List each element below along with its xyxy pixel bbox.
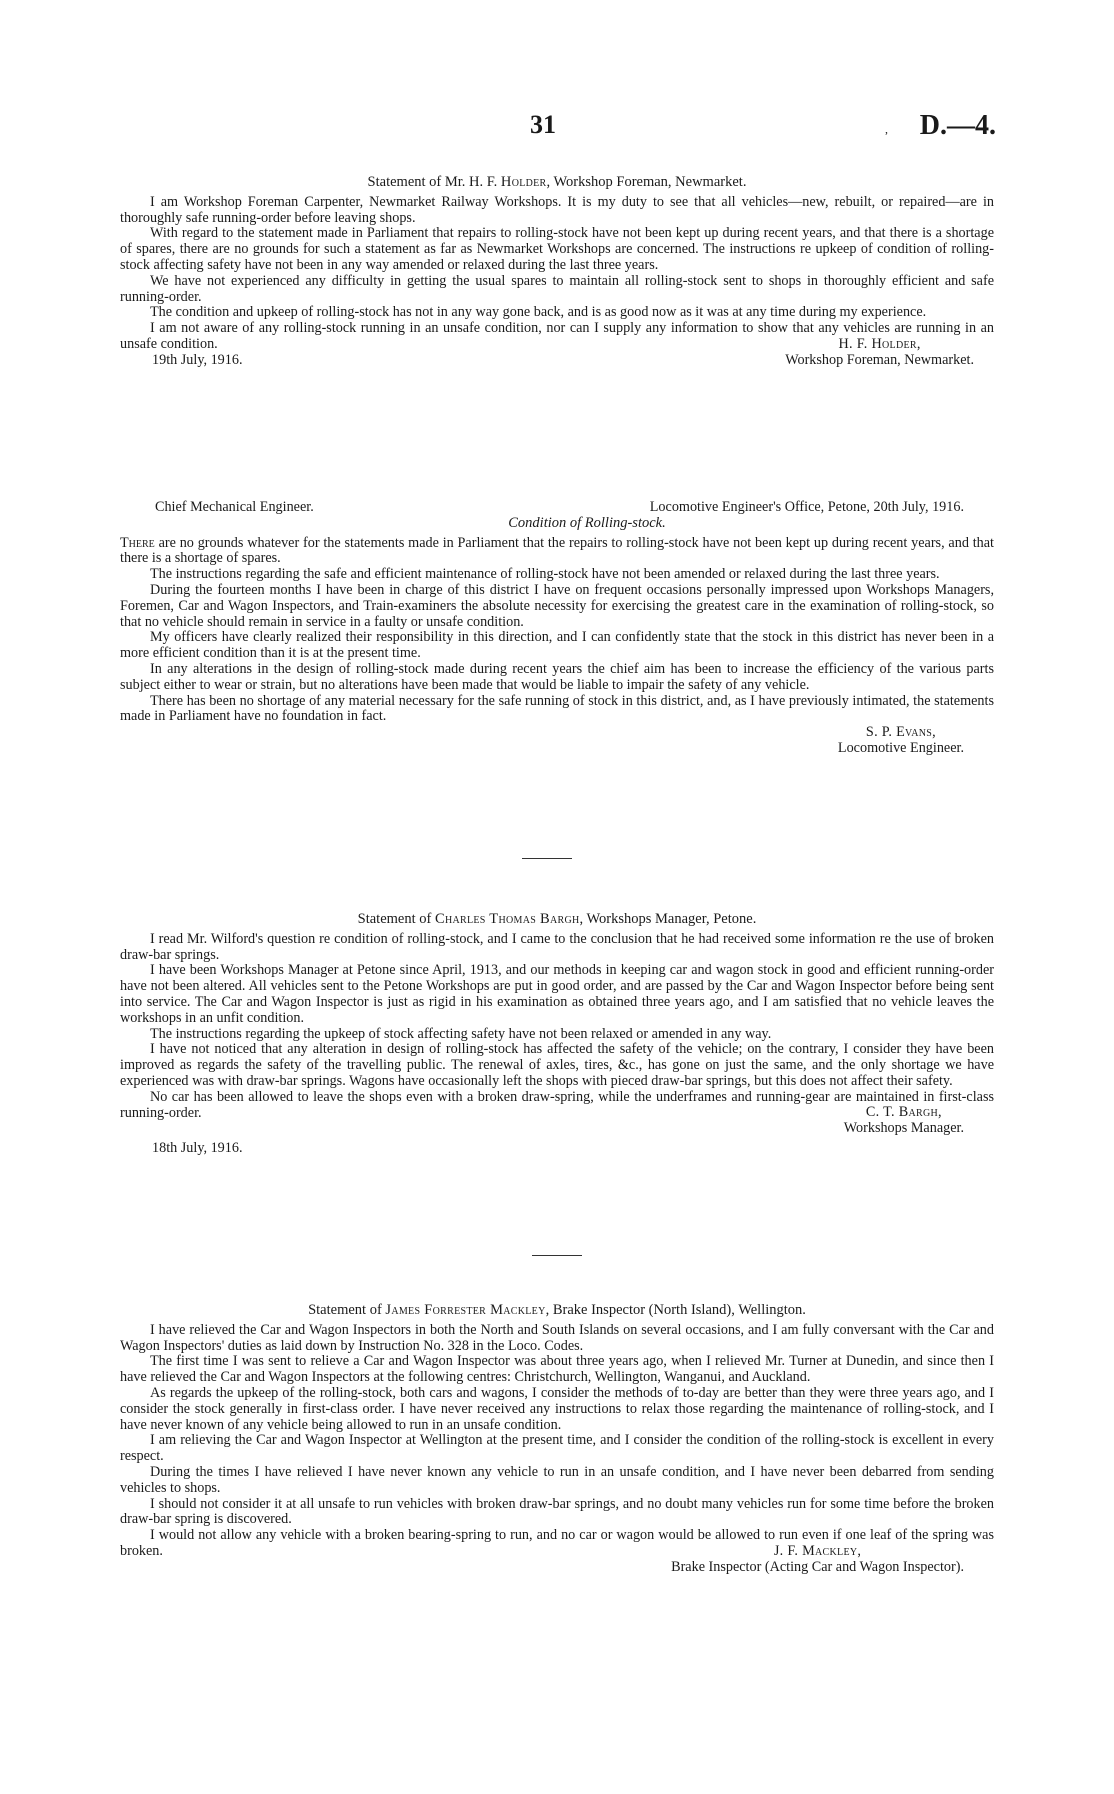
section-divider [532,1255,582,1256]
paragraph: The condition and upkeep of rolling-stock has not in any way gone back, and is as good now as it was at any time during my experience. [150,304,927,321]
signature [838,725,964,757]
letter-subject: Condition of Rolling-stock. [508,514,666,531]
statement-bargh-title: Statement of Charles Thomas Bargh, Workshops Manager, Petone. [357,911,757,927]
page-number: 31 [530,110,556,139]
paragraph: In any alterations in the design of rolling-stock made during recent years the chief aim has been to increase the efficiency of the various parts subject either to wear or strain, but no alterations have been made that would be liable to impair the safety of any vehicle. [120,660,994,693]
statement-mackley-title: Statement of James Forrester Mackley, Brake Inspector (North Island), Wellington. [308,1302,806,1318]
paragraph: I have not noticed that any alteration in design of rolling-stock has affected the safety of the vehicle; on the contrary, I consider they have been improved as regards the safety of the travelling public. The renewal of axles, tires, &c., has gone on just the same, and the only shortage we have experienced was with draw-bar springs. Wagons have occasionally left the shops with pieced draw-bar springs, but this does not affect their safety. [120,1041,994,1089]
paragraph: During the fourteen months I have been in charge of this district I have on frequent occasions personally impressed upon Workshops Managers, Foremen, Car and Wagon Inspectors, and Train-examiners the absolute necessity for exercising the greatest care in the examination of rolling-stock, so that no vehicle should remain in service in a faulty or unsafe condition. [120,581,994,630]
signature-title: Workshops Manager. [843,1120,964,1137]
paragraph: The instructions regarding the upkeep of stock affecting safety have not been relaxed or amended in any way. [150,1025,772,1042]
date: 18th July, 1916. [152,1139,243,1156]
signature-title: Brake Inspector (Acting Car and Wagon Inspector). [671,1558,964,1575]
paragraph: As regards the upkeep of the rolling-stock, both cars and wagons, I consider the methods of to-day are better than they were three years ago, and I consider the stock generally in first-class order. I have never received any instructions to relax those regarding the maintenance of rolling-stock, and I have never known of any vehicle being allowed to run in an unsafe condition. [120,1384,994,1433]
signature-title: Locomotive Engineer. [837,739,964,756]
paragraph: I am not aware of any rolling-stock running in an unsafe condition, nor can I supply any information to show that any vehicles are running in an unsafe condition. [120,320,994,352]
statement-holder [120,175,994,369]
signature-name: H. F. Holder, [838,335,921,352]
signature-name: C. T. Bargh, [865,1104,942,1121]
document-reference: D.—4. [919,110,996,141]
addressee: Chief Mechanical Engineer. [155,499,314,515]
signature [671,1544,964,1576]
signature [785,337,974,369]
paragraph: I am Workshop Foreman Carpenter, Newmarket Railway Workshops. It is my duty to see that all vehicles—new, rebuilt, or repaired—are in thoroughly safe running-order before leaving shops. [120,193,994,226]
paragraph: My officers have clearly realized their responsibility in this direction, and I can confidently state that the stock in this district has never been in a more efficient condition than it is at the present time. [120,629,994,662]
signature-name: S. P. Evans, [865,724,937,741]
statement-holder-title: Statement of Mr. H. F. Holder, Workshop Foreman, Newmarket. [367,174,747,190]
paragraph: There are no grounds whatever for the statements made in Parliament that the repairs to rolling-stock have not been kept up during recent years, and that there is a shortage of spares. [120,534,994,567]
date: 19th July, 1916. [152,351,243,368]
statement-bargh [120,912,994,1157]
paragraph: I read Mr. Wilford's question re condition of rolling-stock, and I came to the conclusion that he had received some information re the use of broken draw-bar springs. [120,930,994,963]
letter-header [120,500,994,516]
paragraph: During the times I have relieved I have never known any vehicle to run in an unsafe condition, and I have never been debarred from sending vehicles to shops. [120,1463,994,1496]
paragraph: With regard to the statement made in Parliament that repairs to rolling-stock have not been kept up during recent years, and that there is a shortage of spares, there are no grounds for such a statement as far as Newmarket Workshops are concerned. The instructions re upkeep of condition of rolling-stock affecting safety have not been in any way amended or relaxed during the last three years. [120,225,994,273]
paragraph: No car has been allowed to leave the shops even with a broken draw-spring, while the underframes and running-gear are maintained in first-class running-order. [120,1088,994,1121]
signature-block [120,1105,994,1137]
signature-block [120,1544,994,1576]
paragraph: I would not allow any vehicle with a broken bearing-spring to run, and no car or wagon would be allowed to run even if one leaf of the spring was broken. [120,1527,994,1559]
section-divider [522,858,572,859]
paragraph: The first time I was sent to relieve a Car and Wagon Inspector was about three years ago, when I relieved Mr. Turner at Dunedin, and since then I have relieved the Car and Wagon Inspectors at the following centres: Christchurch, Wellington, Wanganui, and Auckland. [120,1353,994,1386]
paragraph: I have been Workshops Manager at Petone since April, 1913, and our methods in keeping car and wagon stock in good and efficient running-order have not been altered. All vehicles sent to the Petone Workshops are put in good order, and are passed by the Car and Wagon Inspector before being sent into service. The Car and Wagon Inspector is just as rigid in his examination as obtained three years ago, and I am satisfied that no vehicle leaves the workshops in an unfit condition. [120,962,994,1026]
paragraph: We have not experienced any difficulty in getting the usual spares to maintain all rolling-stock sent to shops in thoroughly efficient and safe running-order. [120,272,994,305]
stray-mark: , [885,122,888,136]
signature-title: Workshop Foreman, Newmarket. [785,351,974,368]
signature-block [120,725,994,757]
paragraph: I have relieved the Car and Wagon Inspectors in both the North and South Islands on several occasions, and I am fully conversant with the Car and Wagon Inspectors' duties as laid down by Instruction No. 328 in the Loco. Codes. [120,1321,994,1354]
signature-name: J. F. Mackley, [773,1542,862,1559]
statement-mackley [120,1303,994,1575]
paragraph: I am relieving the Car and Wagon Inspector at Wellington at the present time, and I consider the condition of the rolling-stock is excellent in every respect. [120,1432,994,1465]
paragraph: I should not consider it at all unsafe to run vehicles with broken draw-bar springs, and no doubt many vehicles run for some time before the broken draw-bar spring is discovered. [120,1495,994,1528]
signature [844,1105,964,1137]
paragraph: There has been no shortage of any material necessary for the safe running of stock in this district, and, as I have previously intimated, the statements made in Parliament have no foundation in fact. [120,692,994,725]
letter-evans [120,500,994,757]
office-date: Locomotive Engineer's Office, Petone, 20th July, 1916. [649,499,964,515]
paragraph: The instructions regarding the safe and efficient maintenance of rolling-stock have not been amended or relaxed during the last three years. [150,566,940,583]
